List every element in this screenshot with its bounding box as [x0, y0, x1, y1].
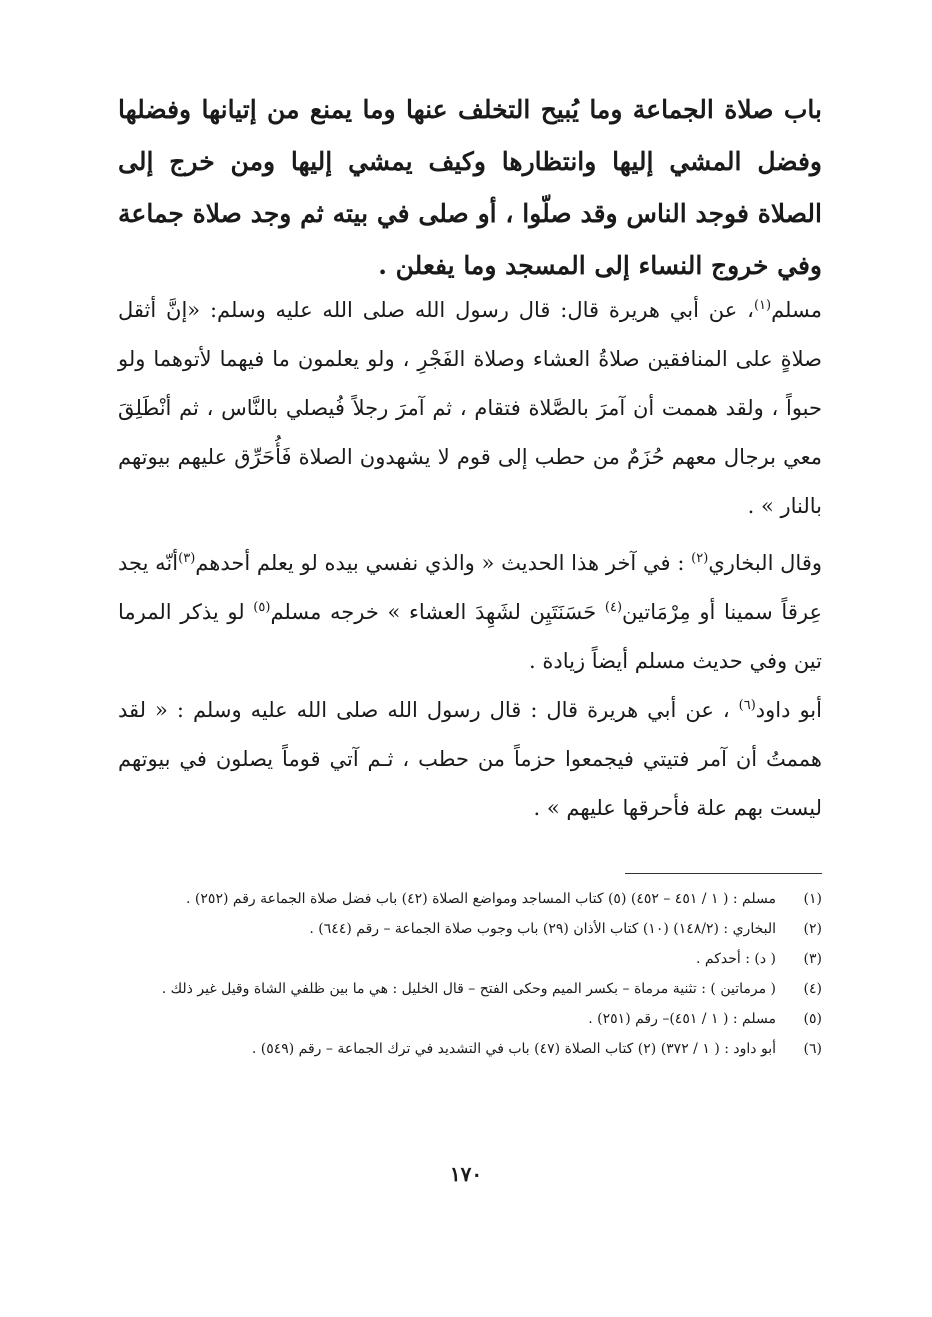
- footnote-text: ( د) : أحدكم .: [695, 951, 776, 967]
- footnote-number: (٤): [803, 981, 822, 997]
- footnote-text: أبو داود : ( ١ / ٣٧٢) (٢) كتاب الصلاة (٤٧) باب في التشديد في ترك الجماعة – رقم (٥٤٩) .: [251, 1041, 776, 1057]
- footnote-reference[interactable]: (٤): [604, 600, 623, 615]
- paragraph-muslim: [118, 286, 822, 531]
- footnote-reference[interactable]: (٦): [738, 698, 756, 713]
- paragraph-text: وقال البخاري: [708, 551, 823, 575]
- footnote-item: [130, 1036, 822, 1063]
- footnote-reference[interactable]: (٢): [691, 551, 709, 566]
- footnote-number: (١): [803, 891, 822, 907]
- footnote-reference[interactable]: (١): [753, 298, 772, 313]
- footnote-text: البخاري : (١٤٨/٢) (١٠) كتاب الأذان (٢٩) باب وجوب صلاة الجماعة – رقم (٦٤٤) .: [309, 921, 776, 937]
- paragraph-text: ، عن أبي هريرة قال: قال رسول الله صلى الله عليه وسلم: «إنَّ أثقل صلاةٍ على المنافقين صلاةُ العشاء وصلاة الفَجْرِ ، ولو يعلمون ما فيهما لأتوهما ولو حبواً ، ولقد هممت أن آمرَ بالصَّلاة فتقام ، ثم آمرَ رجلاً فُيصلي بالنَّاس ، ثم أنْطَلِقَ معي برجال معهم حُزَمٌ من حطب إلى قوم لا يشهدون الصلاة فَأُحَرِّق عليهم بيوتهم بالنار » .: [118, 298, 822, 518]
- footnote-item: [130, 1006, 822, 1033]
- paragraph-abu-dawud: [118, 686, 822, 833]
- page-number: ١٧٠: [449, 1162, 483, 1186]
- footnote-number: (٦): [803, 1041, 822, 1057]
- footnote-reference[interactable]: (٥): [253, 600, 271, 615]
- paragraph-text: : في آخر هذا الحديث « والذي نفسي بيده لو يعلم أحدهم: [195, 551, 685, 575]
- footnote-item: [130, 976, 822, 1003]
- footnote-reference[interactable]: (٣): [178, 551, 196, 566]
- footnote-divider: [625, 873, 822, 874]
- paragraph-text: أنّه يجد عِرقاً سمينا أو مِرْمَاتين: [118, 551, 822, 624]
- footnote-text: ( مرماتين ) : تثنية مرماة – بكسر الميم وحكى الفتح – قال الخليل : هي ما بين ظلفي الشاة وقيل غير ذلك .: [161, 981, 776, 997]
- footnotes: [130, 886, 822, 1066]
- footnote-item: [130, 886, 822, 913]
- paragraph-bukhari: [118, 539, 822, 686]
- footnote-item: [130, 946, 822, 973]
- paragraph-text: مسلم: [771, 298, 822, 322]
- footnote-number: (٢): [803, 921, 822, 937]
- paragraph-text: لو يذكر المرما تين وفي حديث مسلم أيضاً زيادة .: [118, 600, 822, 673]
- footnote-number: (٥): [803, 1011, 822, 1027]
- paragraph-text: أبو داود: [755, 698, 822, 722]
- paragraph-text: ، عن أبي هريرة قال : قال رسول الله صلى الله عليه وسلم : « لقد هممتُ أن آمر فتيتي فيجمعوا حزماً من حطب ، ثـم آتي قوماً يصلون في بيوتهم ليست بهم علة فأحرقها عليهم » .: [118, 698, 822, 820]
- footnote-item: [130, 916, 822, 943]
- paragraph-text: حَسَنَتَيِن لشَهِدَ العشاء » خرجه مسلم: [270, 600, 597, 624]
- footnote-text: مسلم : ( ١ / ٤٥١ – ٤٥٢) (٥) كتاب المساجد ومواضع الصلاة (٤٢) باب فضل صلاة الجماعة رقم (٢٥٢) .: [186, 891, 776, 907]
- footnote-text: مسلم : ( ١ / ٤٥١)– رقم (٢٥١) .: [588, 1011, 776, 1027]
- chapter-heading: باب صلاة الجماعة وما يُبيح التخلف عنها وما يمنع من إتيانها وفضلها وفضل المشي إليها وانتظارها وكيف يمشي إليها ومن خرج إلى الصلاة فوجد الناس وقد صلّوا ، أو صلى في بيته ثم وجد صلاة جماعة وفي خروج النساء إلى المسجد وما يفعلن .: [118, 95, 822, 280]
- footnote-number: (٣): [803, 951, 822, 967]
